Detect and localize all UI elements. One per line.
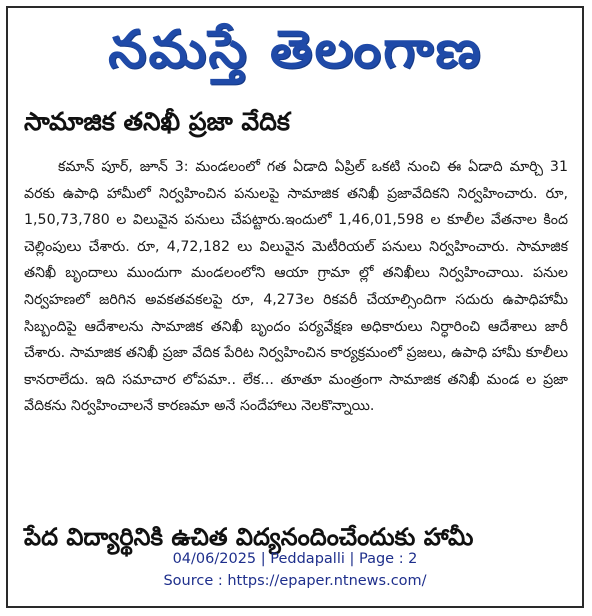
next-article-headline-cropped: పేద విద్యార్థినికి ఉచిత విద్యనందించేందుకు హామీ [24, 523, 474, 551]
article-headline: సామాజిక తనిఖీ ప్రజా వేదిక [24, 107, 290, 136]
edition-info: 04/06/2025 | Peddapalli | Page : 2 [172, 551, 418, 567]
source-link[interactable]: Source : https://epaper.ntnews.com/ [163, 573, 427, 589]
article-body: కమాన్ పూర్, జూన్ 3: మండలంలో గత ఏడాది ఏప్రిల్ ఒకటి నుంచి ఈ ఏడాది మార్చి 31 వరకు ఉపాధి హామీలో నిర్వహించిన పనులపై సామాజిక తనిఖీ ప్రజావేదికని నిర్వహించారు. రూ, 1,50,73,780 ల విలువైన పనులు చేపట్టారు.ఇందులో 1,46,01,598 ల కూలీల వేతనాల కింద చెల్లింపులు చేశారు. రూ, 4,72,182 లు విలువైన మెటీరియల్ పనులు నిర్వహించారు. సామాజిక తనిఖీ బృందాలు ముందుగా మండలంలోని ఆయా గ్రామా ల్లో తనిఖీలు నిర్వహించాయి. పనుల నిర్వహణలో జరిగిన అవకతవకలపై రూ, 4,273ల రికవరీ చేయాల్సిందిగా సదురు ఉపాధిహామీ సిబ్బందిపై ఆదేశాలను సామాజిక తనిఖీ బృందం పర్యవేక్షణ అధికారులు నిర్ధారించి ఆదేశాలు జారీ చేశారు. సామాజిక తనిఖీ ప్రజా వేదిక పేరిట నిర్వహించిన కార్యక్రమంలో ప్రజలు, ఉపాధి హామీ కూలీలు కానరాలేదు. ఇది సమాచార లోపమా.. లేక... తూతూ మంత్రంగా సామాజిక తనిఖీ మండ ల ప్రజా వేదికను నిర్వహించాలనే కారణమా అనే సందేహాలు నెలకొన్నాయి. [24, 159, 568, 415]
newspaper-clipping [6, 6, 584, 608]
masthead [8, 14, 582, 86]
clipping-footer [8, 548, 582, 592]
newspaper-name: నమస్తే తెలంగాణ [107, 20, 483, 80]
